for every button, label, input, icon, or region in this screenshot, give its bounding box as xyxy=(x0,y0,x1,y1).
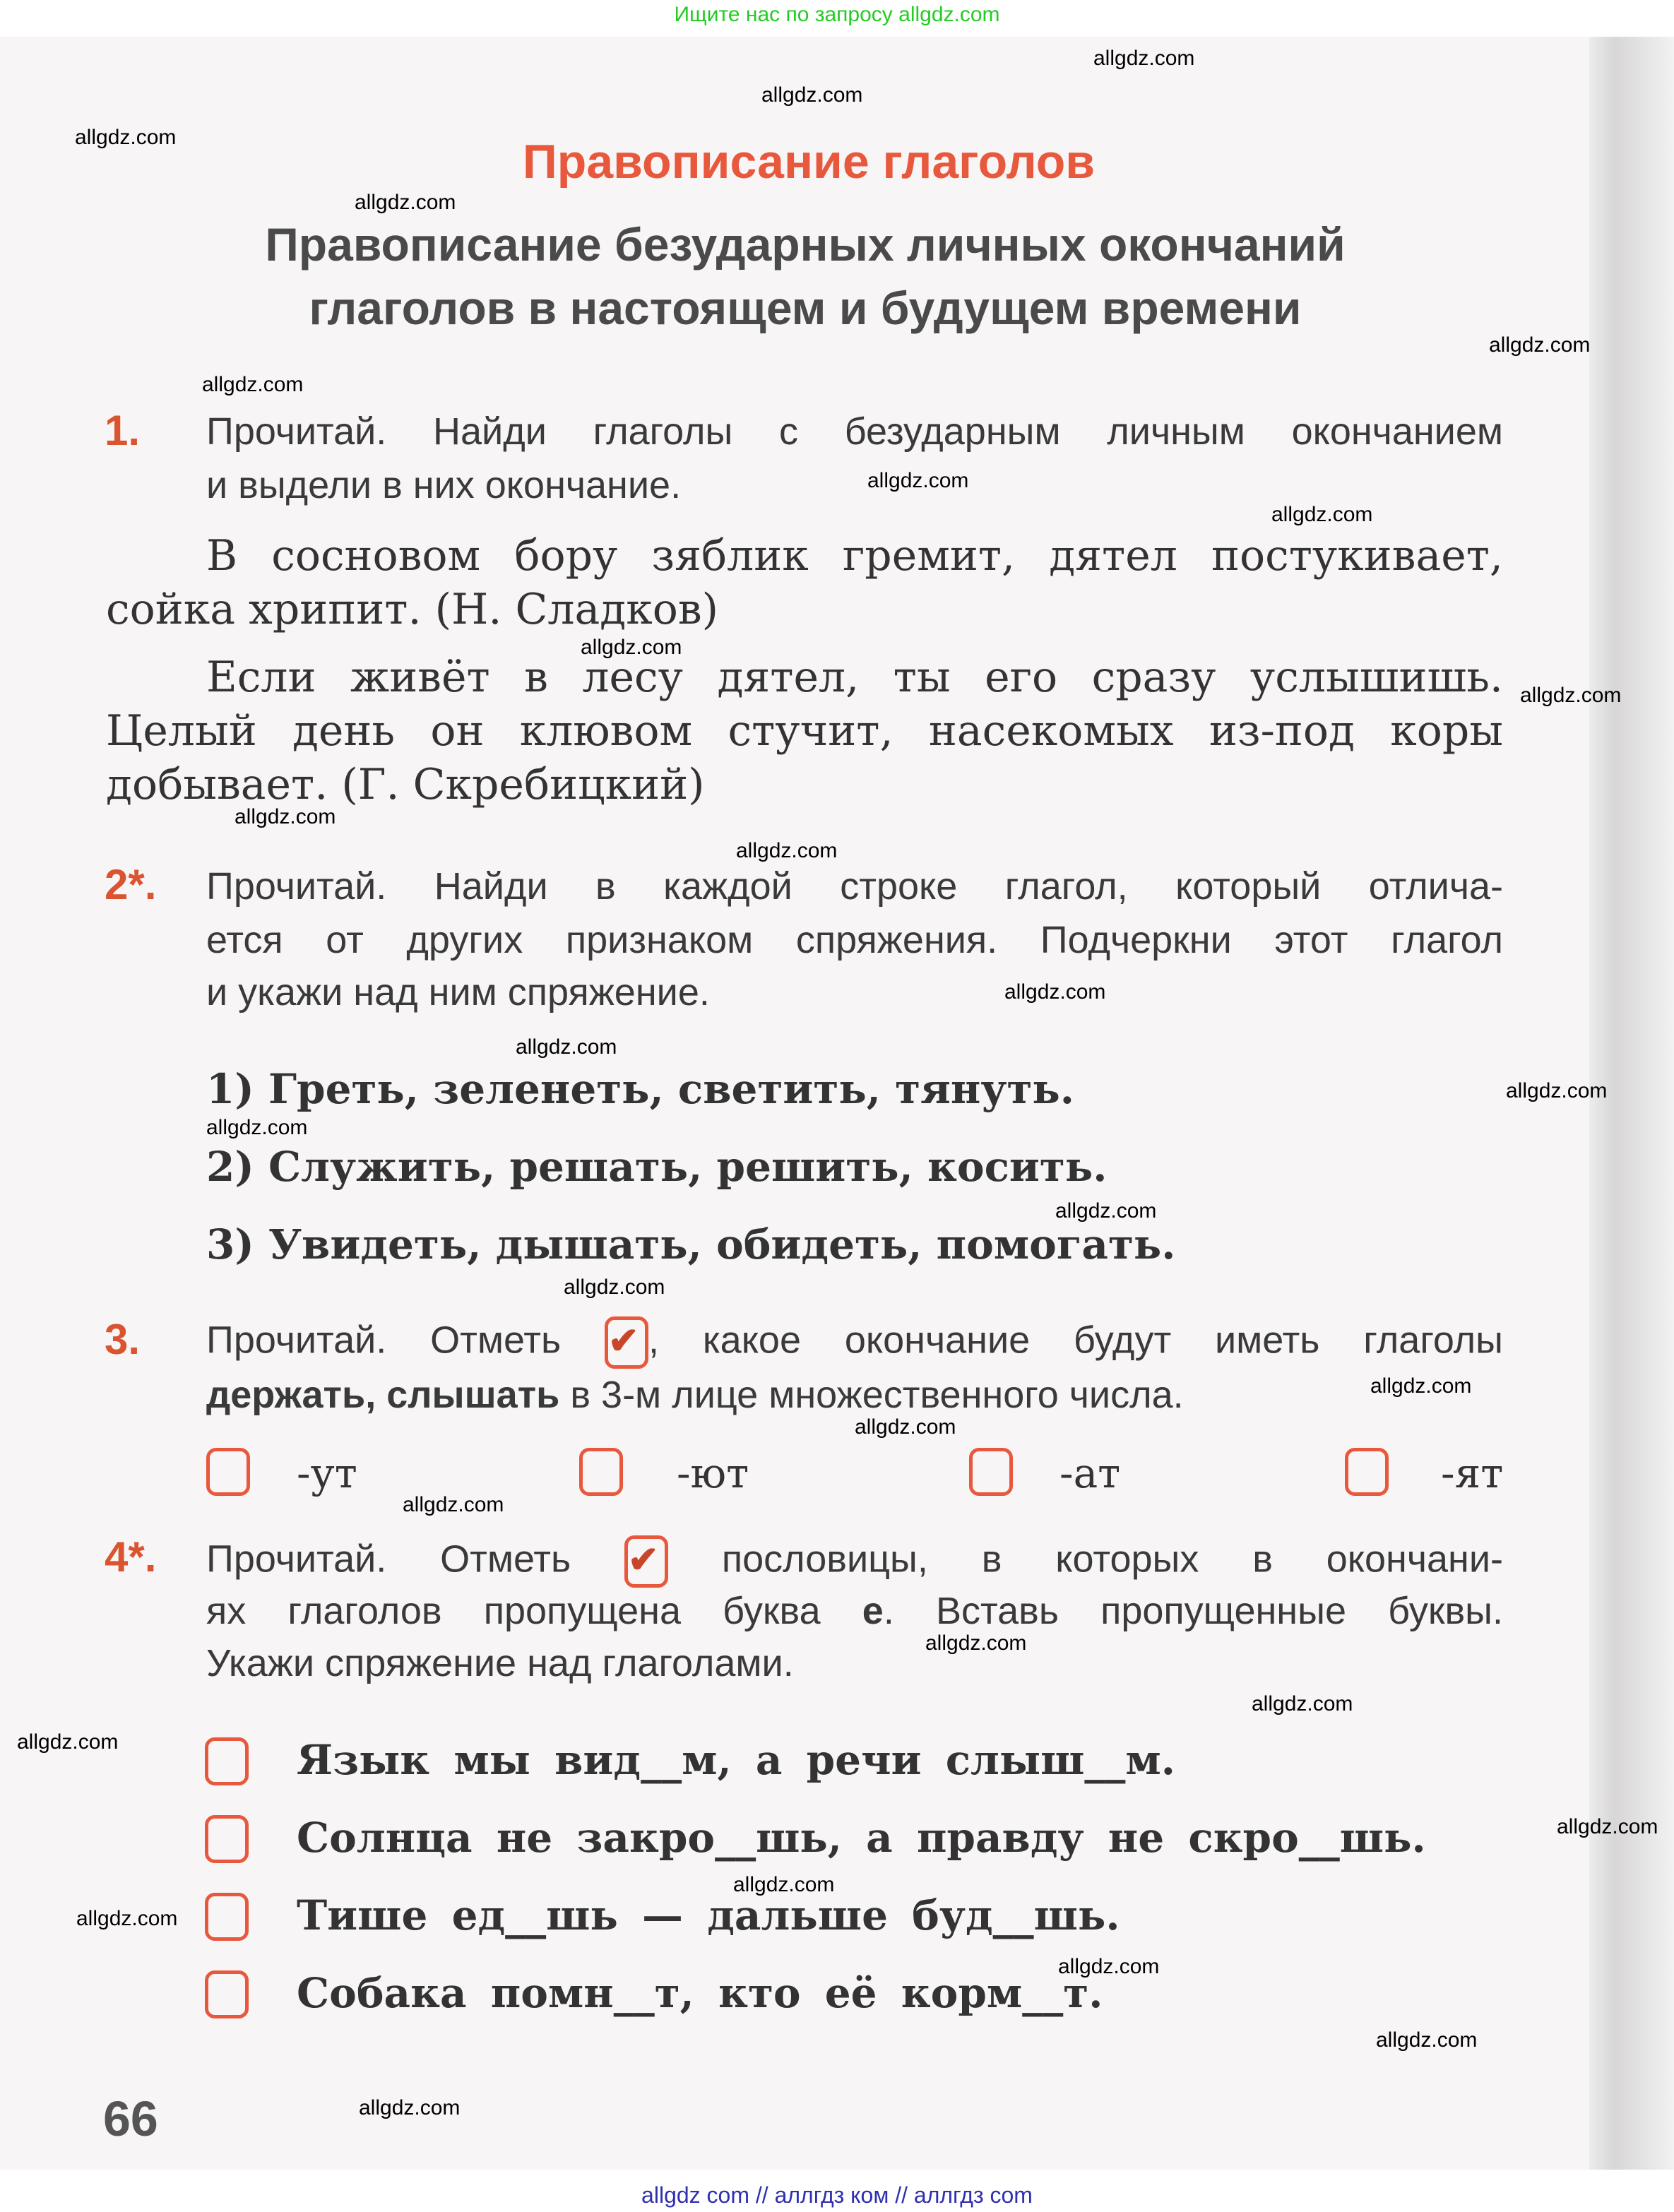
option-checkbox-yut[interactable] xyxy=(579,1448,623,1496)
instruction-text: Прочитай. Отметь xyxy=(206,1538,571,1581)
watermark: allgdz.com xyxy=(1376,2028,1478,2052)
page-number: 66 xyxy=(103,2091,158,2146)
instruction-text: Прочитай. Отметь xyxy=(206,1319,562,1362)
instruction-text: в 3-м лице множественного числа. xyxy=(559,1374,1184,1416)
exercise-1-number: 1. xyxy=(105,407,141,454)
watermark: allgdz.com xyxy=(359,2096,461,2119)
exercise-3-instruction xyxy=(206,1316,1503,1369)
proverb: Язык мы вид__м, а речи слыш__м. xyxy=(297,1736,1175,1784)
exercise-1-text: В сосновом бору зяблик гремит, дятел постукивает, xyxy=(206,531,1503,581)
exercise-4-instruction xyxy=(206,1589,1503,1633)
page-edge xyxy=(1589,37,1674,2170)
exercise-2-number: 2*. xyxy=(105,861,157,908)
exercise-2-instruction: и укажи над ним спряжение. xyxy=(206,971,710,1013)
bold-letter: е xyxy=(862,1590,884,1632)
proverb-checkbox[interactable] xyxy=(205,1737,249,1785)
option-label: -ат xyxy=(1059,1449,1121,1497)
proverb: Собака помн__т, кто её корм__т. xyxy=(297,1969,1103,2017)
watermark: allgdz.com xyxy=(1055,1199,1157,1223)
watermark: allgdz.com xyxy=(235,805,336,828)
exercise-1-instruction: и выдели в них окончание. xyxy=(206,464,682,506)
proverb: Тише ед__шь — дальше буд__шь. xyxy=(297,1891,1120,1939)
checkmark-icon: ✔ xyxy=(624,1535,668,1588)
proverb-checkbox[interactable] xyxy=(205,1815,249,1863)
watermark: allgdz.com xyxy=(516,1035,617,1059)
instruction-text: . Вставь пропущенные буквы. xyxy=(883,1590,1503,1632)
watermark: allgdz.com xyxy=(1004,980,1106,1004)
exercise-4-instruction xyxy=(206,1535,1503,1588)
option-checkbox-yat[interactable] xyxy=(1345,1448,1389,1496)
proverb-checkbox[interactable] xyxy=(205,1970,249,2018)
option-checkbox-at[interactable] xyxy=(969,1448,1013,1496)
instruction-text: ях глаголов пропущена буква xyxy=(206,1590,862,1632)
exercise-1-text: добывает. (Г. Скребицкий) xyxy=(106,760,705,809)
exercise-2-item: 2) Служить, решать, решить, косить. xyxy=(206,1143,1108,1191)
exercise-1-text: Целый день он клювом стучит, насекомых из-под коры xyxy=(106,706,1503,756)
watermark: allgdz.com xyxy=(355,191,456,214)
watermark: allgdz.com xyxy=(1506,1079,1608,1102)
watermark: allgdz.com xyxy=(733,1873,835,1896)
watermark: allgdz.com xyxy=(581,636,682,659)
watermark: allgdz.com xyxy=(206,1116,308,1139)
exercise-3-number: 3. xyxy=(105,1316,141,1363)
exercise-2-instruction: ется от других признаком спряжения. Подчеркни этот глагол xyxy=(206,919,1503,961)
exercise-4-instruction: Укажи спряжение над глаголами. xyxy=(206,1642,794,1684)
watermark: allgdz.com xyxy=(17,1730,119,1754)
watermark: allgdz.com xyxy=(202,373,304,396)
option-label: -ют xyxy=(677,1449,749,1497)
watermark: allgdz.com xyxy=(76,1907,178,1930)
watermark: allgdz.com xyxy=(1520,684,1622,707)
exercise-4-number: 4*. xyxy=(105,1533,157,1581)
watermark: allgdz.com xyxy=(761,83,863,107)
watermark: allgdz.com xyxy=(867,469,969,492)
watermark: allgdz.com xyxy=(1093,47,1195,70)
watermark: allgdz.com xyxy=(1370,1374,1472,1398)
checkmark-icon: ✔ xyxy=(605,1316,648,1369)
exercise-1-text: сойка хрипит. (Н. Сладков) xyxy=(106,585,719,634)
instruction-text: пословицы, в которых в окончани- xyxy=(721,1538,1503,1581)
option-checkbox-ut[interactable] xyxy=(206,1448,250,1496)
option-label: -ут xyxy=(297,1449,357,1497)
exercise-2-item: 1) Греть, зеленеть, светить, тянуть. xyxy=(206,1065,1074,1113)
proverb: Солнца не закро__шь, а правду не скро__шь. xyxy=(297,1814,1426,1862)
option-label: -ят xyxy=(1441,1449,1504,1497)
section-subtitle: глаголов в настоящем и будущем времени xyxy=(309,282,1302,334)
exercise-2-item: 3) Увидеть, дышать, обидеть, помогать. xyxy=(206,1220,1176,1268)
watermark: allgdz.com xyxy=(1058,1955,1160,1978)
watermark: allgdz.com xyxy=(1557,1815,1658,1838)
watermark: allgdz.com xyxy=(403,1493,504,1516)
bold-verbs: держать, слышать xyxy=(206,1374,560,1416)
instruction-text: , какое окончание будут иметь глаголы xyxy=(648,1319,1503,1362)
proverb-checkbox[interactable] xyxy=(205,1893,249,1941)
exercise-1-text: Если живёт в лесу дятел, ты его сразу услышишь. xyxy=(206,653,1503,702)
footer-links[interactable]: allgdz com // аллгдз ком // аллгдз com xyxy=(641,2182,1033,2208)
watermark: allgdz.com xyxy=(1252,1692,1353,1716)
watermark: allgdz.com xyxy=(736,839,838,862)
page-title: Правописание глаголов xyxy=(522,135,1096,189)
watermark: allgdz.com xyxy=(1489,333,1591,357)
watermark: allgdz.com xyxy=(564,1276,665,1299)
exercise-1-instruction: Прочитай. Найди глаголы с безударным личным окончанием xyxy=(206,410,1503,453)
exercise-3-instruction xyxy=(206,1373,1503,1417)
section-subtitle: Правописание безударных личных окончаний xyxy=(265,218,1346,270)
watermark: allgdz.com xyxy=(1271,503,1373,526)
watermark: allgdz.com xyxy=(75,126,177,149)
watermark: allgdz.com xyxy=(925,1631,1027,1655)
watermark: allgdz.com xyxy=(855,1415,956,1439)
exercise-2-instruction: Прочитай. Найди в каждой строке глагол, который отлича- xyxy=(206,865,1503,908)
search-banner[interactable]: Ищите нас по запросу allgdz.com xyxy=(674,3,1000,26)
